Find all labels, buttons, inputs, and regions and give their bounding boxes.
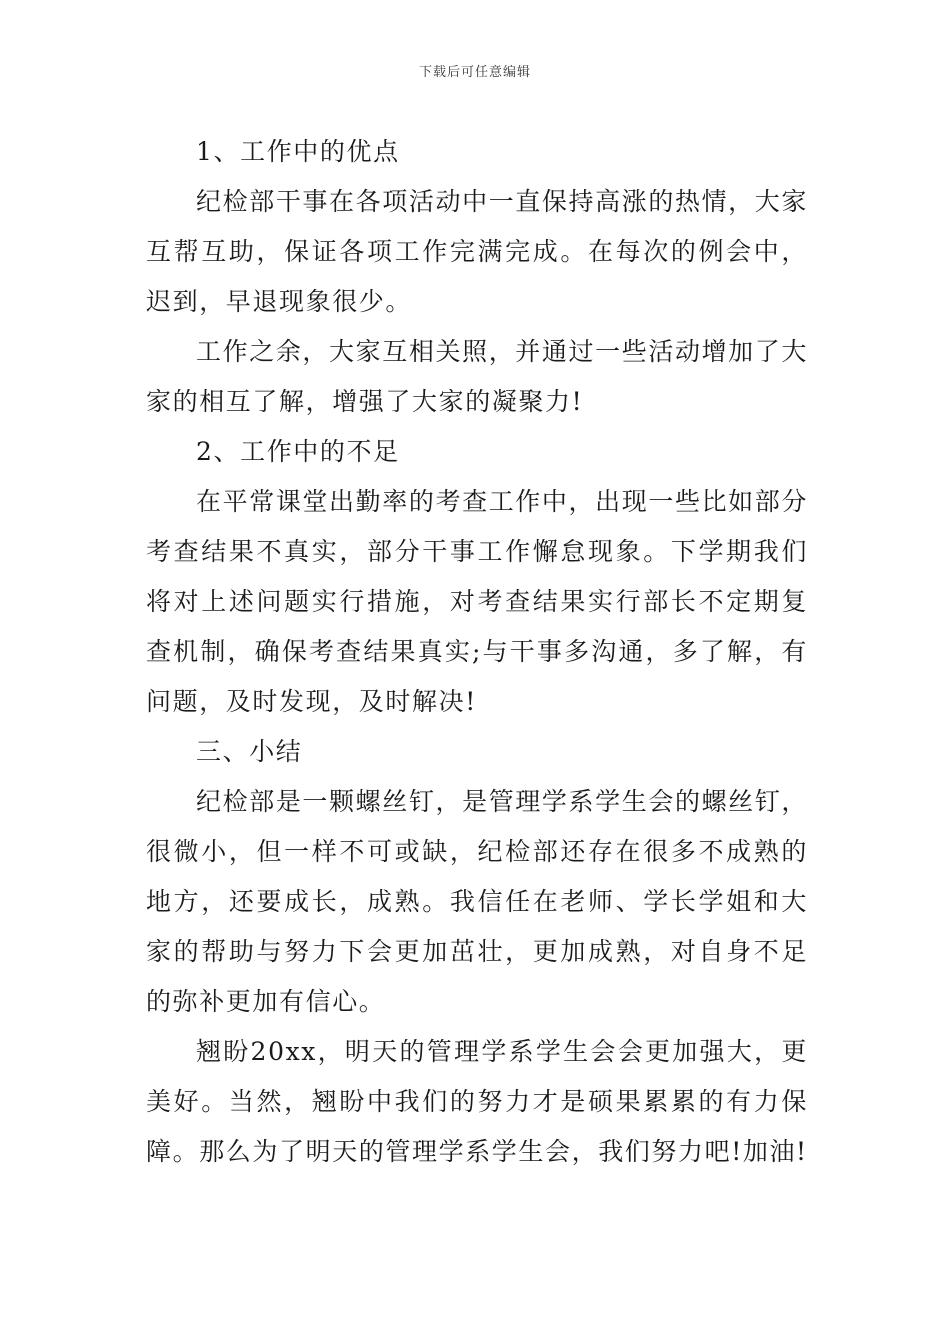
paragraph-weaknesses: 在平常课堂出勤率的考查工作中，出现一些比如部分考查结果不真实，部分干事工作懈怠现象。下学期我们将对上述问题实行措施，对考查结果实行部长不定期复查机制，确保考查结果真实;与干事多沟通，多了解，有问题，及时发现，及时解决! bbox=[146, 487, 808, 716]
section-heading-weaknesses: 2、工作中的不足 bbox=[196, 437, 400, 466]
paragraph-strengths-1: 纪检部干事在各项活动中一直保持高涨的热情，大家互帮互助，保证各项工作完满完成。在每次的例会中，迟到，早退现象很少。 bbox=[146, 187, 808, 316]
section-heading-summary: 三、小结 bbox=[196, 737, 303, 766]
document-body bbox=[146, 127, 808, 1177]
paragraph-summary-1: 纪检部是一颗螺丝钉，是管理学系学生会的螺丝钉，很微小，但一样不可或缺，纪检部还存在很多不成熟的地方，还要成长，成熟。我信任在老师、学长学姐和大家的帮助与努力下会更加茁壮，更加成熟，对自身不足的弥补更加有信心。 bbox=[146, 787, 808, 1016]
paragraph-strengths-2: 工作之余，大家互相关照，并通过一些活动增加了大家的相互了解，增强了大家的凝聚力! bbox=[146, 337, 808, 416]
section-heading-strengths: 1、工作中的优点 bbox=[196, 137, 400, 166]
header-note: 下载后可任意编辑 bbox=[418, 65, 531, 80]
paragraph-summary-2: 翘盼20xx，明天的管理学系学生会会更加强大，更美好。当然，翘盼中我们的努力才是硕果累累的有力保障。那么为了明天的管理学系学生会，我们努力吧!加油! bbox=[146, 1037, 808, 1166]
